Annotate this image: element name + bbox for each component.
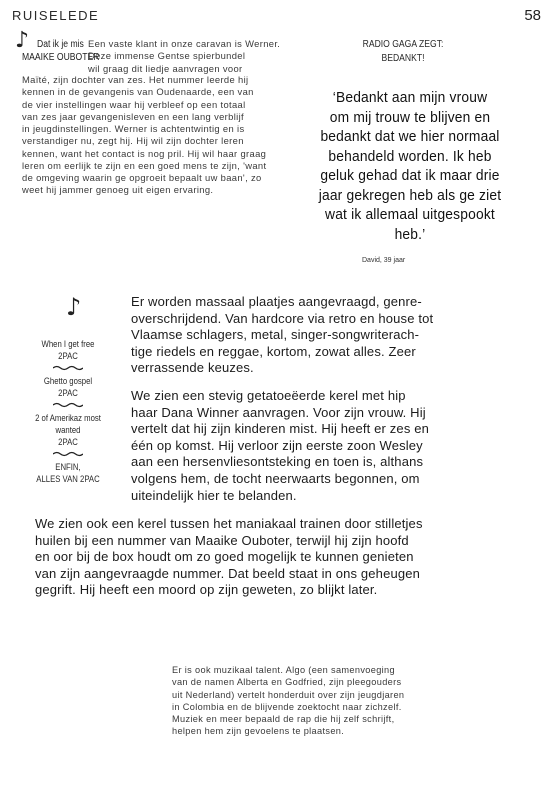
pull-quote [309, 88, 511, 244]
quote-line: behandeld worden. Ik heb [328, 147, 492, 165]
dedication-artist: MAAIKE OUBOTER [22, 52, 100, 63]
text-line: leren om eerlijk te zijn en een goed mens te zijn, 'want [22, 159, 267, 171]
text-line: verrassende keuzes. [131, 360, 254, 376]
text-line: We zien ook een kerel tussen het maniakaal trainen door stilletjes [35, 516, 423, 531]
quote-line: bedankt dat we hier normaal [320, 128, 500, 145]
text-line: huilen bij een nummer van Maaike Ouboter, terwijl hij zijn hoofd [35, 532, 409, 548]
wave-divider-icon [53, 402, 83, 408]
quote-line: jaar gekregen heb als ge ziet [318, 186, 502, 204]
song-item [34, 375, 103, 399]
quote-label-line2: BEDANKT! [381, 53, 425, 64]
text-line: van de namen Alberta en Godfried, zijn pleegouders [172, 677, 402, 688]
section-title: RUISELEDE [12, 8, 100, 23]
text-line: We zien een stevig getatoeëerde kerel met hip [131, 388, 406, 403]
dedication-song-title: Dat ik je mis [37, 39, 84, 50]
text-line: kennen, want het contact is nog pril. Hij wil haar graag [22, 147, 267, 159]
text-line: van zijn aangevraagde nummer. Dat beeld staat in ons geheugen [35, 565, 420, 581]
music-note-icon: ♪ [66, 293, 82, 321]
text-line: helpen hem zijn gevoelens te plaatsen. [172, 726, 345, 737]
text-line: vertelt dat hij zijn kinderen mist. Hij heeft er zes en [131, 421, 429, 437]
text-line: volgens hem, de tocht neerwaarts begonnen, om [131, 470, 420, 486]
text-line: aan een hersenvliesontsteking en toen is, althans [131, 454, 424, 470]
song-list [28, 338, 108, 485]
wave-divider-icon [53, 365, 83, 371]
text-line: uit Nederland) vertelt honderduit over zijn jeugdjaren [172, 689, 405, 700]
wave-divider-icon [53, 451, 83, 457]
bottom-note [172, 664, 432, 738]
text-line: verstandiger nu, zegt hij. Hij wil zijn dochter leren [22, 135, 244, 147]
intro-paragraph-top [88, 38, 298, 75]
song-artist: 2PAC [58, 437, 78, 447]
text-line: Een vaste klant in onze caravan is Werner. [88, 38, 281, 49]
text-line: wil graag dit liedje aanvragen voor [88, 62, 243, 74]
song-artist: 2PAC [58, 351, 78, 361]
text-line: en oor bij de box houdt om zo goed mogelijk te kunnen genieten [35, 549, 414, 565]
quote-label [339, 38, 468, 66]
text-line: Vlaamse schlagers, metal, singer-songwriterach- [131, 327, 420, 343]
body-paragraph-2 [131, 388, 443, 504]
song-title: 2 of Amerikaz most [35, 413, 101, 423]
text-line: weet hij jammer genoeg uit eigen ervaring. [22, 184, 214, 196]
quote-line: wat ik allemaal uitgespookt [325, 206, 495, 223]
quote-label-line1: RADIO GAGA ZEGT: [362, 39, 444, 50]
intro-paragraph [22, 74, 300, 197]
text-line: kennen in de gevangenis van Oudenaarde, een van [22, 86, 254, 98]
text-line: de omgeving waarin ge opgroeit bepaalt uw baan', zo [22, 172, 262, 183]
text-line: Er is ook muzikaal talent. Algo (een samenvoeging [172, 665, 395, 675]
song-title: When I get free [41, 339, 95, 349]
song-title-cont: wanted [55, 425, 81, 435]
song-artist: ALLES VAN 2PAC [36, 474, 100, 484]
song-item [34, 338, 103, 362]
text-line: Muziek en meer bepaald de rap die hij zelf schrijft, [172, 714, 395, 725]
quote-line: geluk gehad dat ik maar drie [320, 167, 500, 184]
text-line: van zes jaar gevangenisleven en een lang verblijf [22, 110, 244, 122]
song-item [34, 412, 103, 448]
text-line: tige riedels en reggae, kortom, zowat alles. Zeer [131, 343, 416, 359]
body-paragraph-1 [131, 294, 443, 377]
music-note-icon: ♪ [15, 28, 30, 53]
quote-line: om mij trouw te blijven en [329, 108, 491, 126]
song-artist: 2PAC [58, 388, 78, 398]
text-line: uiteindelijk hier te belanden. [131, 487, 297, 503]
quote-line: ‘Bedankt aan mijn vrouw [332, 89, 488, 106]
text-line: één op komst. Hij verloor zijn eerste zoon Wesley [131, 437, 423, 453]
quote-author: David, 39 jaar [362, 257, 406, 264]
song-title: Ghetto gospel [43, 376, 93, 386]
text-line: Er worden massaal plaatjes aangevraagd, genre- [131, 294, 422, 309]
text-line: haar Dana Winner aanvragen. Voor zijn vrouw. Hij [131, 404, 426, 420]
text-line: in Colombia en de blijvende zoektocht naar zichzelf. [172, 701, 402, 712]
text-line: de vier instellingen waar hij verbleef op een totaal [22, 98, 246, 110]
text-line: Deze immense Gentse spierbundel [88, 50, 246, 62]
song-item [34, 461, 103, 485]
body-paragraph-3 [35, 516, 495, 599]
text-line: overschrijdend. Van hardcore via retro en house tot [131, 310, 434, 326]
text-line: Maïté, zijn dochter van zes. Het nummer leerde hij [22, 74, 249, 85]
text-line: in jeugdinstellingen. Werner is achtentwintig en is [22, 123, 245, 134]
text-line: gegrift. Hij heeft een moord op zijn geweten, zo blijkt later. [35, 582, 378, 598]
page-number: 58 [524, 7, 541, 24]
quote-line: heb.’ [394, 225, 426, 243]
song-title: ENFIN, [55, 462, 81, 472]
